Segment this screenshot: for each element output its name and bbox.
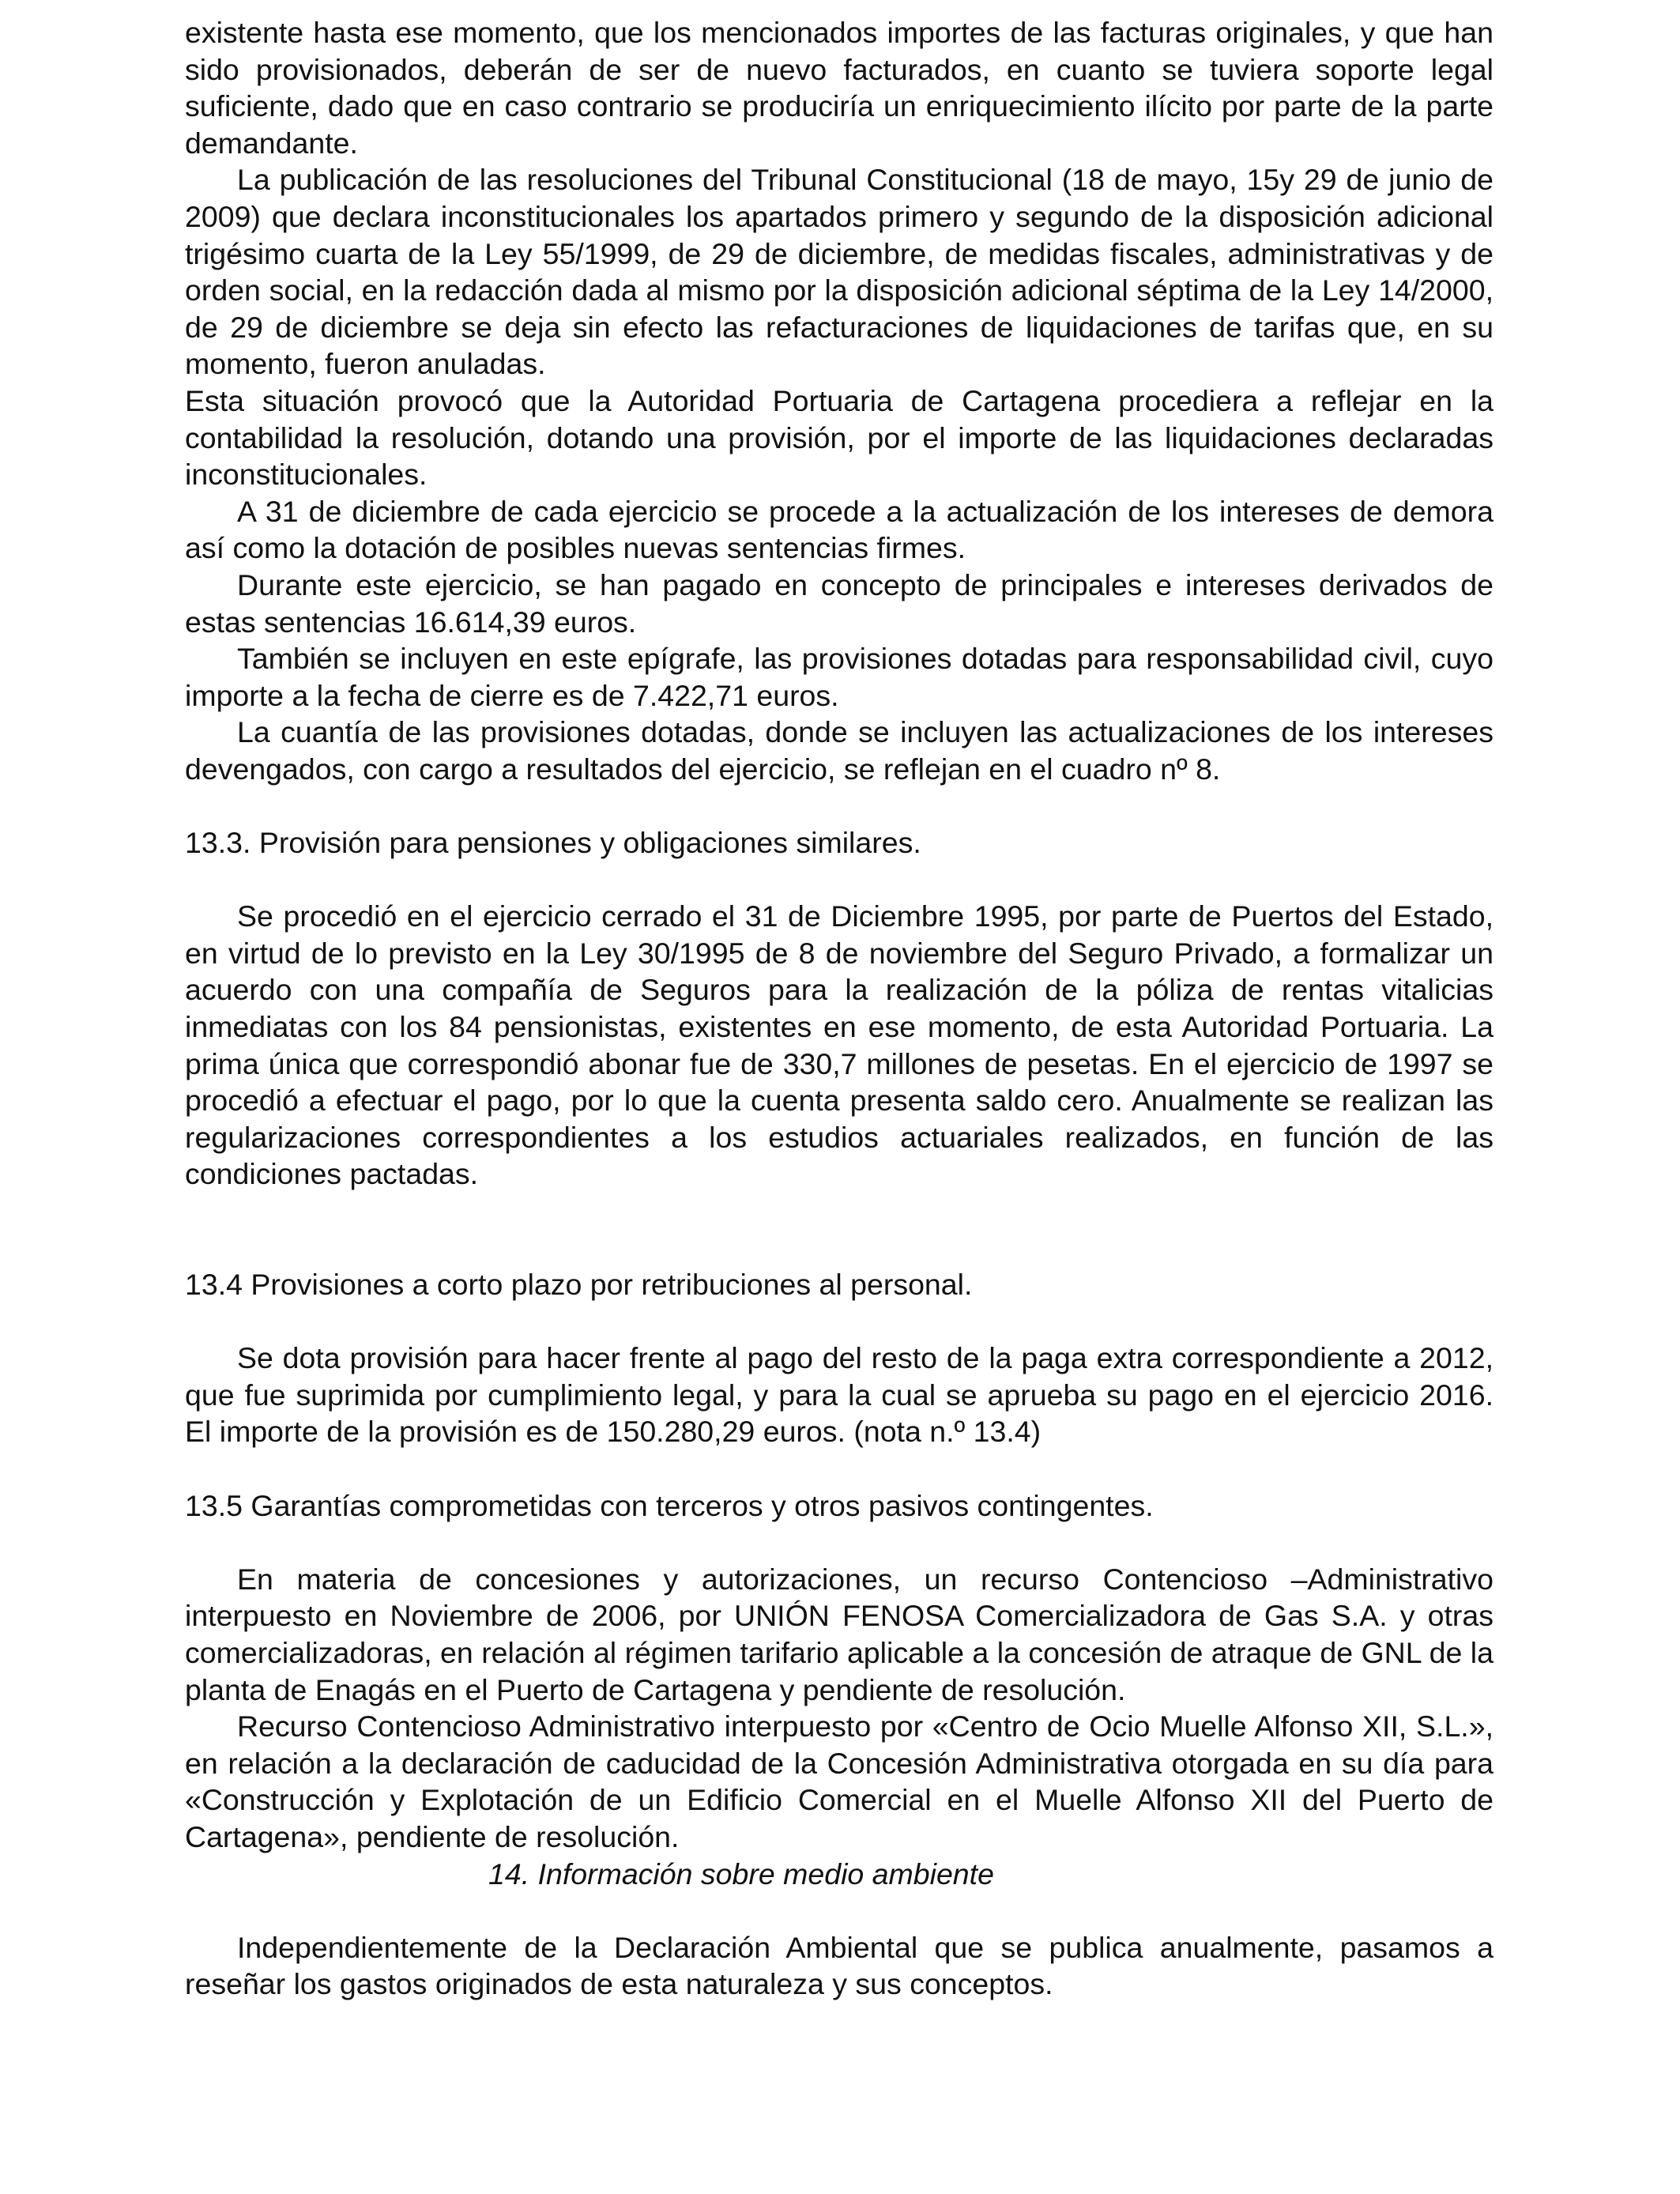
paragraph-tribunal-constitucional: La publicación de las resoluciones del Tribunal Constitucional (18 de mayo, 15y 29 de junio de 2009) que declara inconstitucionales los apartados primero y segundo de la disposición adicional trigésimo cuarta de la Ley 55/1999, de 29 de diciembre, de medidas fiscales, administrativas y de orden social, en la redacción dada al mismo por la disposición adicional séptima de la Ley 14/2000, de 29 de diciembre se deja sin efecto las refacturaciones de liquidaciones de tarifas que, en su momento, fueron anuladas. [185, 163, 1494, 381]
paragraph-13-3-body: Se procedió en el ejercicio cerrado el 31 de Diciembre 1995, por parte de Puertos del Estado, en virtud de lo previsto en la Ley 30/1995 de 8 de noviembre del Seguro Privado, a formalizar un acuerdo con una compañía de Seguros para la realización de la póliza de rentas vitalicias inmediatas con los 84 pensionistas, existentes en ese momento, de esta Autoridad Portuaria. La prima única que correspondió abonar fue de 330,7 millones de pesetas. En el ejercicio de 1997 se procedió a efectuar el pago, por lo que la cuenta presenta saldo cero. Anualmente se realizan las regularizaciones correspondientes a los estudios actuariales realizados, en función de las condiciones pactadas. [185, 899, 1494, 1191]
document-page [185, 14, 1494, 2003]
paragraph-responsabilidad-civil: También se incluyen en este epígrafe, las provisiones dotadas para responsabilidad civil, cuyo importe a la fecha de cierre es de 7.422,71 euros. [185, 642, 1494, 712]
section-14-title: 14. Información sobre medio ambiente [488, 1857, 994, 1891]
heading-13-4: 13.4 Provisiones a corto plazo por retribuciones al personal. [185, 1268, 973, 1301]
paragraph-14-body: Independientemente de la Declaración Ambiental que se publica anualmente, pasamos a reseñar los gastos originados de esta naturaleza y sus conceptos. [185, 1930, 1494, 2001]
paragraph-cuantia-provisiones: La cuantía de las provisiones dotadas, donde se incluyen las actualizaciones de los intereses devengados, con cargo a resultados del ejercicio, se reflejan en el cuadro nº 8. [185, 715, 1494, 786]
paragraph-pagos-sentencias: Durante este ejercicio, se han pagado en concepto de principales e intereses derivados de estas sentencias 16.614,39 euros. [185, 567, 1494, 639]
paragraph-13-4-body: Se dota provisión para hacer frente al pago del resto de la paga extra correspondiente a 2012, que fue suprimida por cumplimiento legal, y para la cual se aprueba su pago en el ejercicio 2016. El importe de la provisión es de 150.280,29 euros. (nota n.º 13.4) [185, 1341, 1494, 1449]
paragraph-intereses-demora: A 31 de diciembre de cada ejercicio se procede a la actualización de los intereses de demora así como la dotación de posibles nuevas sentencias firmes. [185, 494, 1494, 565]
heading-13-5: 13.5 Garantías comprometidas con terceros y otros pasivos contingentes. [185, 1488, 1154, 1522]
paragraph-intro-continuation: existente hasta ese momento, que los mencionados importes de las facturas originales, y que han sido provisionados, deberán de ser de nuevo facturados, en cuanto se tuviera soporte legal suficiente, dado que en caso contrario se produciría un enriquecimiento ilícito por parte de la parte demandante. [185, 16, 1494, 160]
paragraph-13-5-body-1: En materia de concesiones y autorizaciones, un recurso Contencioso –Administrativo interpuesto en Noviembre de 2006, por UNIÓN FENOSA Comercializadora de Gas S.A. y otras comercializadoras, en relación al régimen tarifario aplicable a la concesión de atraque de GNL de la planta de Enagás en el Puerto de Cartagena y pendiente de resolución. [185, 1562, 1494, 1706]
paragraph-13-5-body-2: Recurso Contencioso Administrativo interpuesto por «Centro de Ocio Muelle Alfonso XII, S.L.», en relación a la declaración de caducidad de la Concesión Administrativa otorgada en su día para «Construcción y Explotación de un Edificio Comercial en el Muelle Alfonso XII del Puerto de Cartagena», pendiente de resolución. [185, 1710, 1494, 1853]
heading-13-3: 13.3. Provisión para pensiones y obligaciones similares. [185, 826, 921, 860]
paragraph-autoridad-portuaria: Esta situación provocó que la Autoridad Portuaria de Cartagena procediera a reflejar en la contabilidad la resolución, dotando una provisión, por el importe de las liquidaciones declaradas inconstitucionales. [185, 383, 1494, 492]
